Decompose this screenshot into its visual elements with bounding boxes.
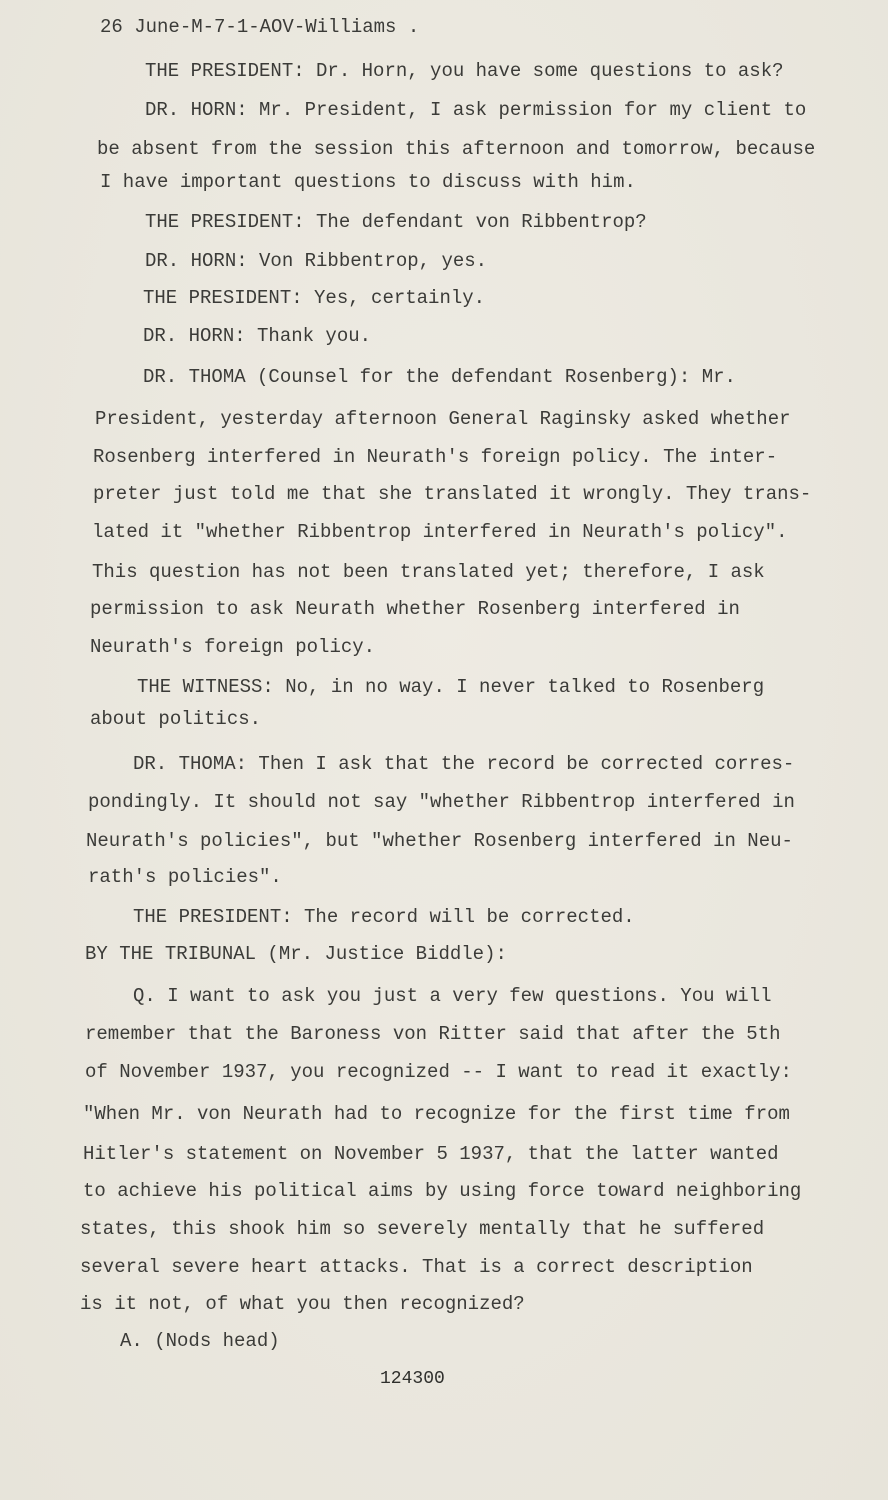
text-line: pondingly. It should not say "whether Ribbentrop interfered in — [88, 791, 795, 813]
text-line: DR. HORN: Mr. President, I ask permission for my client to — [145, 99, 807, 121]
text-line: preter just told me that she translated it wrongly. They trans- — [93, 483, 812, 505]
text-line: permission to ask Neurath whether Rosenberg interfered in — [90, 598, 740, 620]
text-line: THE WITNESS: No, in no way. I never talked to Rosenberg — [137, 676, 765, 698]
text-line: I have important questions to discuss with him. — [100, 171, 636, 193]
text-line: THE PRESIDENT: Dr. Horn, you have some questions to ask? — [145, 60, 784, 82]
text-line: Q. I want to ask you just a very few questions. You will — [133, 985, 772, 1007]
text-line: be absent from the session this afternoon and tomorrow, because — [97, 138, 816, 160]
text-line: DR. HORN: Von Ribbentrop, yes. — [145, 250, 488, 272]
text-line: THE PRESIDENT: Yes, certainly. — [143, 287, 486, 309]
text-line: Rosenberg interfered in Neurath's foreign policy. The inter- — [93, 446, 778, 468]
text-line: THE PRESIDENT: The record will be corrected. — [133, 906, 635, 928]
text-line: DR. THOMA: Then I ask that the record be corrected corres- — [133, 753, 795, 775]
text-line: Hitler's statement on November 5 1937, that the latter wanted — [83, 1143, 779, 1165]
text-line: DR. HORN: Thank you. — [143, 325, 372, 347]
text-line: THE PRESIDENT: The defendant von Ribbentrop? — [145, 211, 647, 233]
text-line: lated it "whether Ribbentrop interfered in Neurath's policy". — [92, 521, 788, 543]
text-line: several severe heart attacks. That is a correct description — [80, 1256, 753, 1278]
page-number: 124300 — [380, 1369, 445, 1389]
text-line: rath's policies". — [88, 866, 282, 888]
page-header: 26 June-M-7-1-AOV-Williams . — [100, 16, 420, 38]
text-line: BY THE TRIBUNAL (Mr. Justice Biddle): — [85, 943, 507, 965]
text-line: "When Mr. von Neurath had to recognize for the first time from — [83, 1103, 790, 1125]
text-line: A. (Nods head) — [120, 1330, 280, 1352]
text-line: states, this shook him so severely mentally that he suffered — [80, 1218, 765, 1240]
text-line: Neurath's policies", but "whether Rosenberg interfered in Neu- — [86, 830, 793, 852]
text-line: to achieve his political aims by using force toward neighboring — [83, 1180, 802, 1202]
text-line: remember that the Baroness von Ritter said that after the 5th — [85, 1023, 781, 1045]
text-line: DR. THOMA (Counsel for the defendant Rosenberg): Mr. — [143, 366, 736, 388]
text-line: Neurath's foreign policy. — [90, 636, 376, 658]
text-line: is it not, of what you then recognized? — [80, 1293, 525, 1315]
text-line: of November 1937, you recognized -- I want to read it exactly: — [85, 1061, 792, 1083]
text-line: about politics. — [90, 708, 262, 730]
text-line: President, yesterday afternoon General Raginsky asked whether — [95, 408, 791, 430]
text-line: This question has not been translated yet; therefore, I ask — [92, 561, 765, 583]
